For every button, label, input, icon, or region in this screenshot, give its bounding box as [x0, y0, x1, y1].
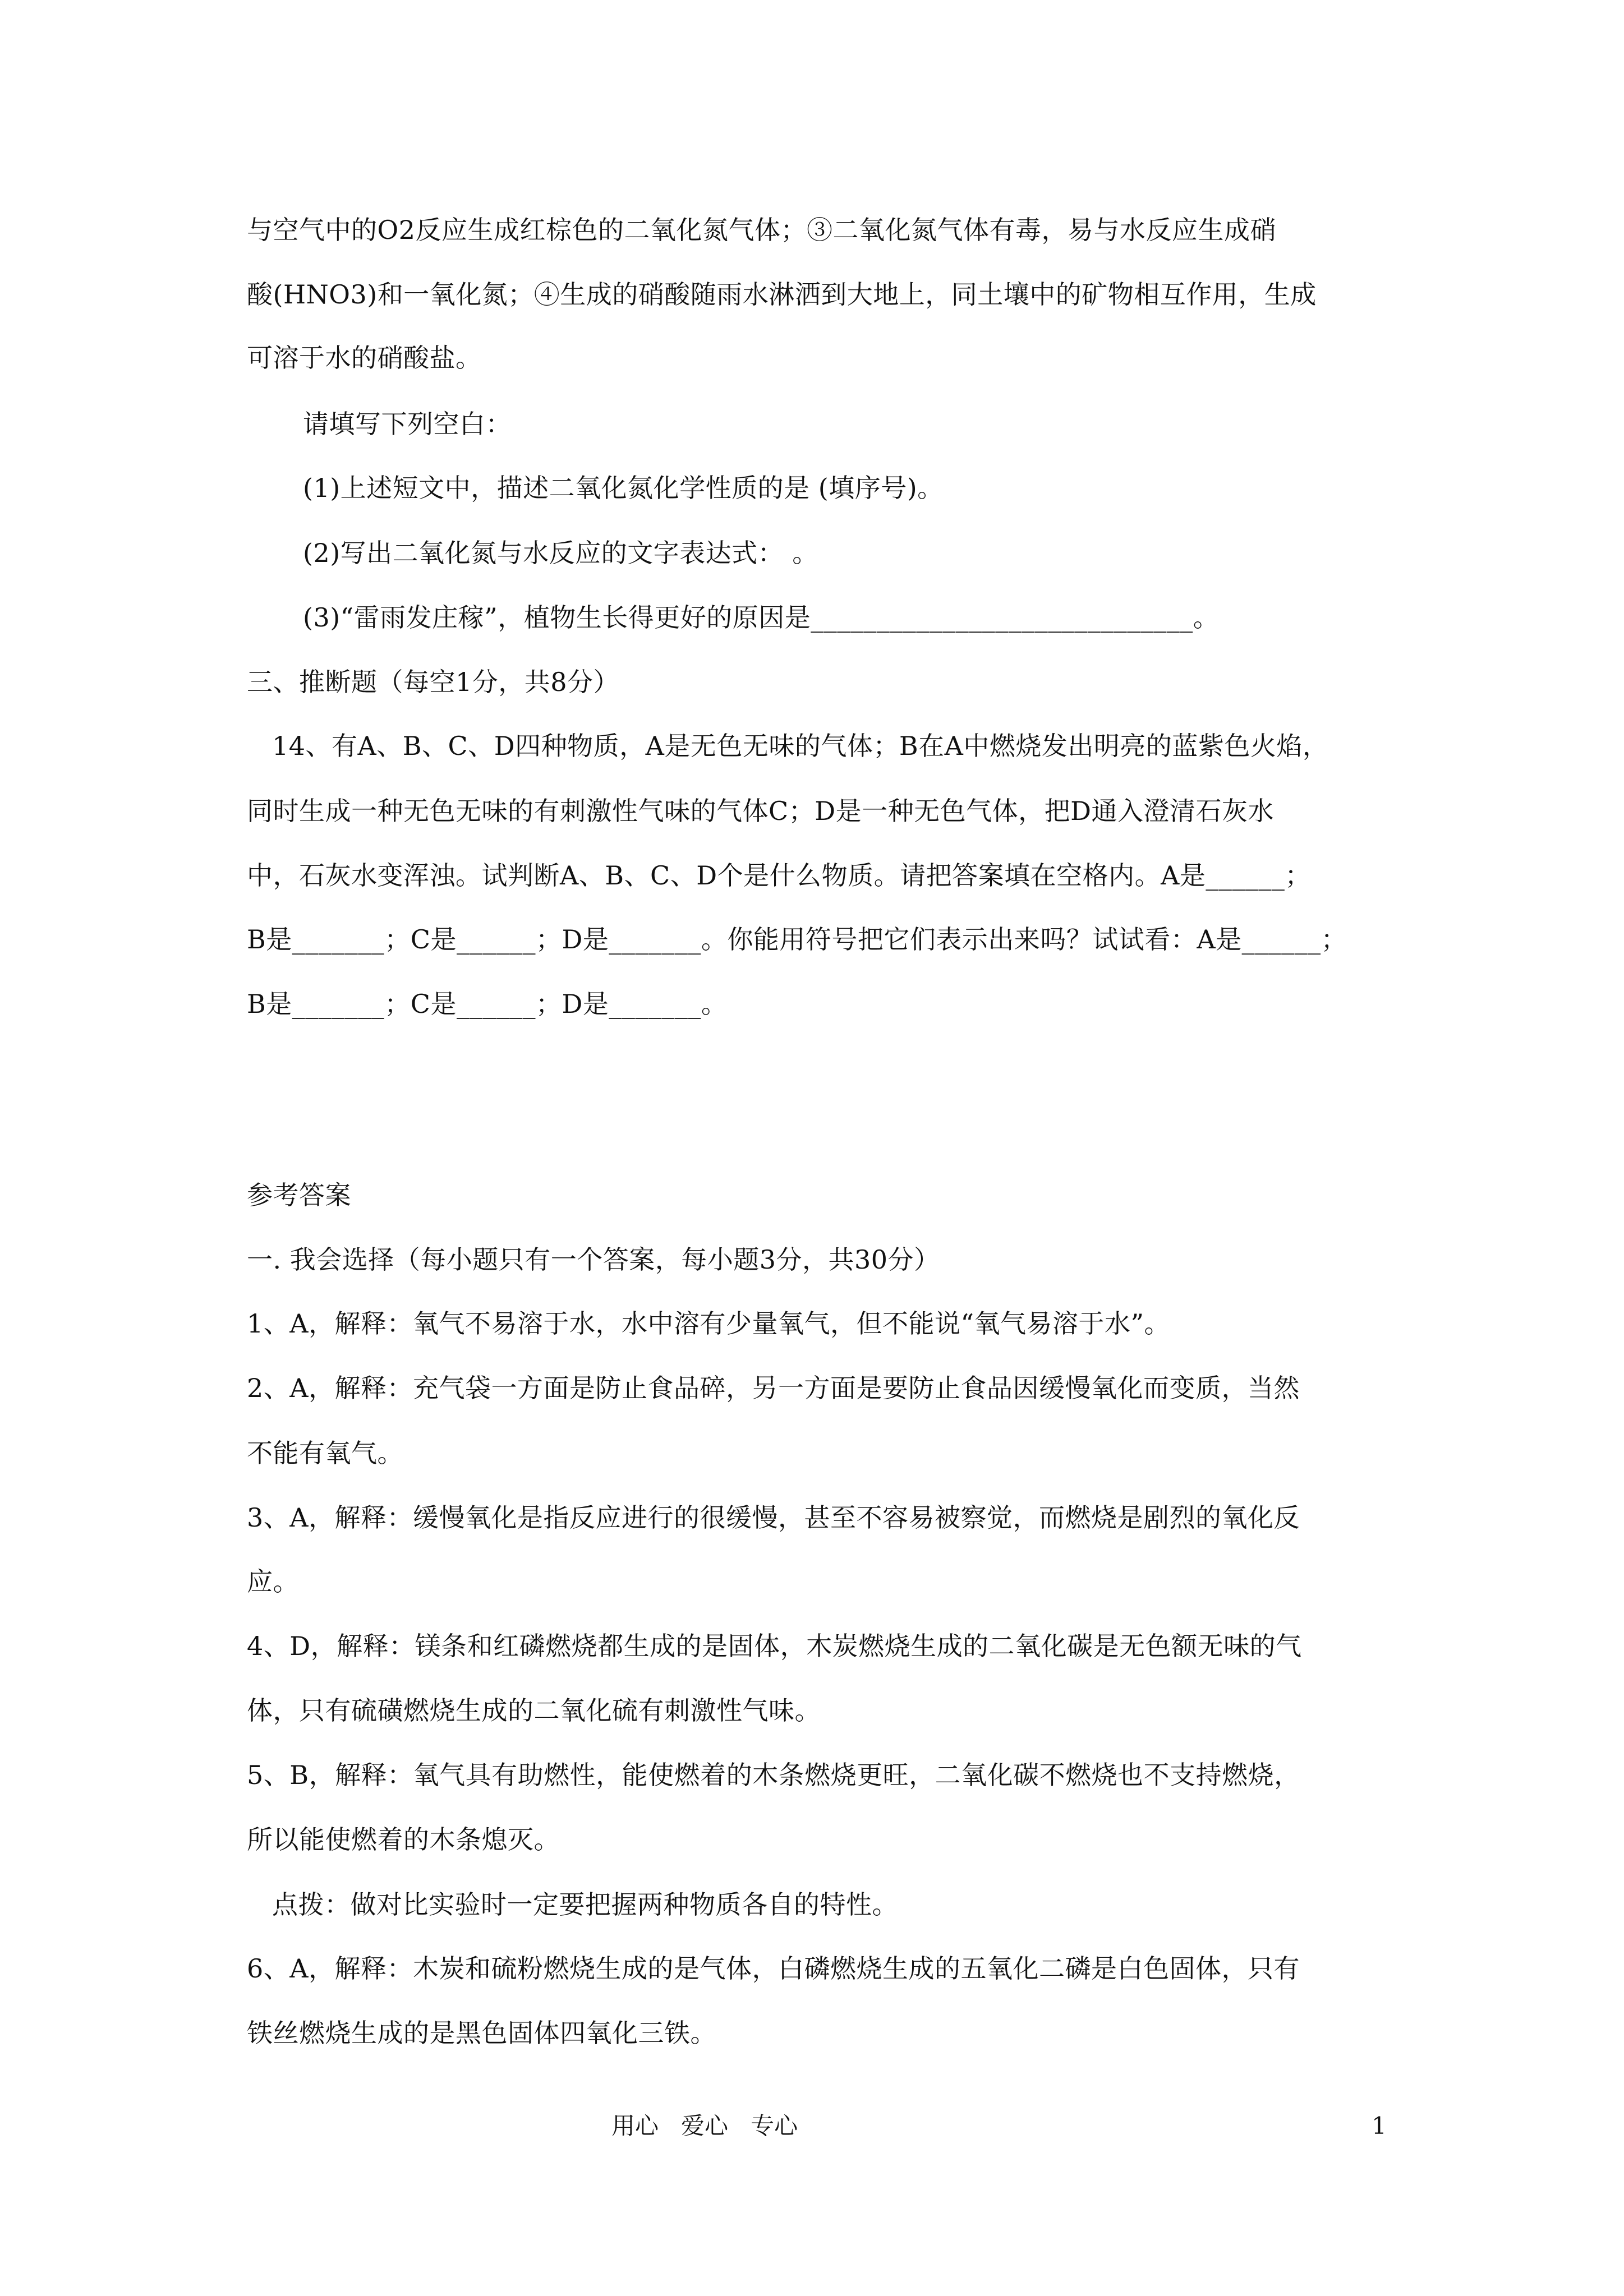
footer-motto: 用心 爱心 专心 [611, 2112, 798, 2140]
question-line: 14、有A、B、C、D四种物质，A是无色无味的气体；B在A中燃烧发出明亮的蓝紫色火焰， [272, 731, 1329, 761]
page-number: 1 [1372, 2112, 1387, 2140]
question-line: B是_______；C是______；D是_______。 [247, 989, 728, 1019]
question-instruction: 请填写下列空白： [303, 409, 512, 439]
answer-line: 4、D，解释：镁条和红磷燃烧都生成的是固体，木炭燃烧生成的二氧化碳是无色额无味的气 [247, 1631, 1302, 1661]
question-line: 中，石灰水变浑浊。试判断A、B、C、D个是什么物质。请把答案填在空格内。A是______； [247, 860, 1311, 891]
answer-line: 1、A，解释：氧气不易溶于水，水中溶有少量氧气，但不能说“氧气易溶于水”。 [247, 1308, 1171, 1339]
passage-line: 与空气中的O2反应生成红棕色的二氧化氮气体；③二氧化氮气体有毒，易与水反应生成硝 [247, 215, 1276, 245]
answers-title: 参考答案 [247, 1180, 351, 1210]
answer-line: 应。 [247, 1566, 299, 1597]
answer-line: 铁丝燃烧生成的是黑色固体四氧化三铁。 [247, 2018, 716, 2048]
question-line: B是_______；C是______；D是_______。你能用符号把它们表示出来吗？试试看：A是______； [247, 924, 1347, 955]
sub-question: (1)上述短文中，描述二氧化氮化学性质的是 (填序号)。 [303, 473, 944, 503]
answer-line: 2、A，解释：充气袋一方面是防止食品碎，另一方面是要防止食品因缓慢氧化而变质，当然 [247, 1373, 1300, 1403]
passage-line: 酸(HNO3)和一氧化氮；④生成的硝酸随雨水淋洒到大地上，同土壤中的矿物相互作用，生成 [247, 279, 1317, 310]
sub-question: (3)“雷雨发庄稼”，植物生长得更好的原因是_____________________________。 [303, 602, 1220, 633]
question-line: 同时生成一种无色无味的有刺激性气味的气体C；D是一种无色气体，把D通入澄清石灰水 [247, 796, 1274, 826]
answer-line: 3、A，解释：缓慢氧化是指反应进行的很缓慢，甚至不容易被察觉，而燃烧是剧烈的氧化反 [247, 1502, 1300, 1533]
section-heading: 三、推断题（每空1分，共8分） [247, 667, 620, 697]
passage-line: 可溶于水的硝酸盐。 [247, 343, 482, 373]
answers-section-heading: 一. 我会选择（每小题只有一个答案，每小题3分，共30分） [247, 1244, 940, 1275]
sub-question: (2)写出二氧化氮与水反应的文字表达式： 。 [303, 538, 818, 568]
answer-line: 6、A，解释：木炭和硫粉燃烧生成的是气体，白磷燃烧生成的五氧化二磷是白色固体，只有 [247, 1953, 1300, 1984]
answer-line: 所以能使燃着的木条熄灭。 [247, 1824, 560, 1855]
answer-tip: 点拨：做对比实验时一定要把握两种物质各自的特性。 [272, 1889, 898, 1920]
answer-line: 不能有氧气。 [247, 1438, 403, 1468]
answer-line: 5、B，解释：氧气具有助燃性，能使燃着的木条燃烧更旺，二氧化碳不燃烧也不支持燃烧， [247, 1760, 1300, 1790]
answer-line: 体，只有硫磺燃烧生成的二氧化硫有刺激性气味。 [247, 1695, 821, 1726]
